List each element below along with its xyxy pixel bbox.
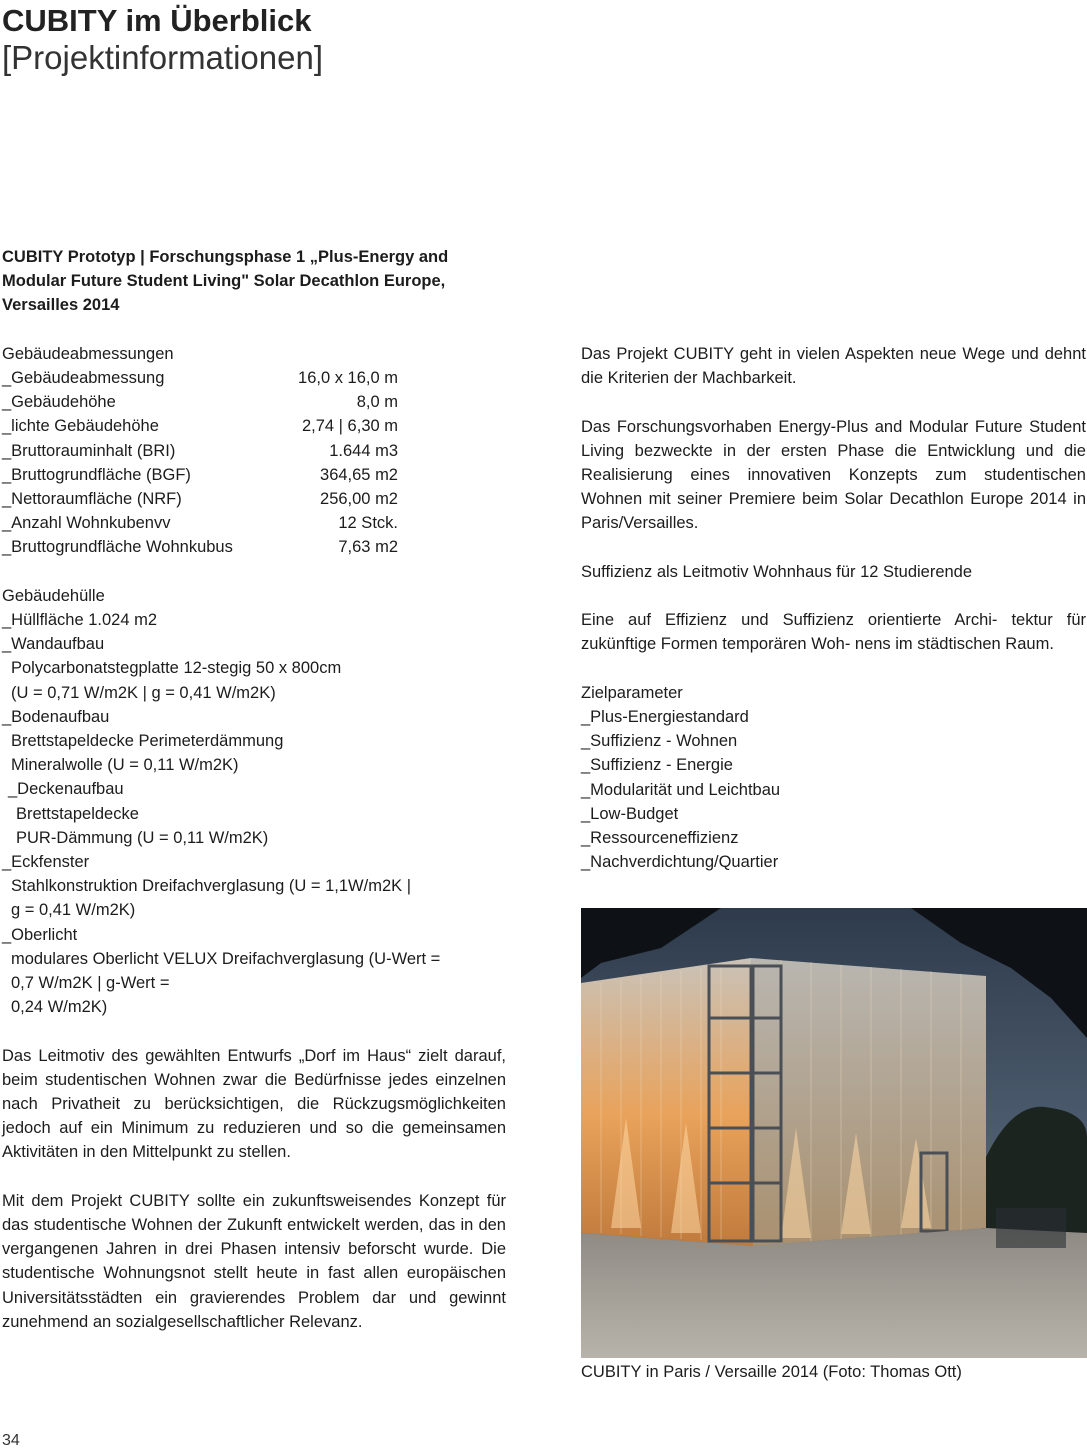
dimension-row	[2, 487, 398, 511]
dimension-value: 2,74 | 6,30 m	[301, 417, 398, 436]
dimension-row	[2, 439, 398, 463]
envelope-title: Gebäudehülle	[2, 586, 105, 605]
wall-detail: (U = 0,71 W/m2K | g = 0,41 W/m2K)	[11, 683, 276, 702]
right-column	[581, 342, 1086, 874]
dimension-value: 8,0 m	[356, 393, 398, 412]
dimension-row	[2, 414, 398, 438]
floor-label: _Bodenaufbau	[2, 707, 110, 726]
corner-window-detail: g = 0,41 W/m2K)	[11, 901, 136, 920]
dimensions-title: Gebäudeabmessungen	[2, 344, 174, 363]
goal-item: _Suffizienz - Wohnen	[581, 732, 738, 751]
dimension-value: 364,65 m2	[320, 465, 398, 484]
project-heading-line-1: CUBITY Prototyp | Forschungsphase 1 „Plus-Energy and	[2, 248, 449, 266]
page-subtitle: [Projektinformationen]	[2, 39, 323, 76]
skylight-label: _Oberlicht	[2, 925, 78, 944]
right-paragraph-2: Das Forschungsvorhaben Energy-Plus and Modular Future Student Living bezweckte in der ersten Phase die Entwicklung und die Realisierung eines innovativen Konzepts zum studentischen Wohnen mit seiner Premiere beim Solar Decathlon Europe 2014 in Paris/Versailles.	[581, 417, 1086, 533]
floor-detail: Brettstapeldecke Perimeterdämmung	[11, 732, 284, 751]
dimension-label: _Bruttogrundfläche (BGF)	[2, 465, 191, 484]
wall-detail: Polycarbonatstegplatte 12-stegig 50 x 800cm	[11, 659, 342, 678]
dimension-label: _Gebäudeabmessung	[2, 369, 165, 387]
page-title: CUBITY im Überblick	[2, 3, 312, 38]
dimension-row	[2, 463, 398, 487]
skylight-detail: modulares Oberlicht VELUX Dreifachverglasung (U-Wert =	[11, 949, 441, 968]
dimension-label: _Bruttogrundfläche Wohnkubus	[2, 538, 233, 557]
dimension-value: 1.644 m3	[329, 441, 398, 460]
left-paragraph-1: Das Leitmotiv des gewählten Entwurfs „Dorf im Haus“ zielt darauf, beim studentischen Wohnen zwar die Bedürfnisse jedes einzelnen nach Privatheit zu berücksichtigen, die Rückzugsmöglichkeiten jedoch auf ein Minimum zu reduzieren und so die gemeinsamen Aktivitäten in den Mittelpunkt zu stellen.	[2, 1046, 506, 1162]
floor-detail: Mineralwolle (U = 0,11 W/m2K)	[11, 756, 239, 775]
dimensions-table	[2, 366, 506, 560]
skylight-detail: 0,24 W/m2K)	[11, 998, 108, 1017]
corner-window-detail: Stahlkonstruktion Dreifachverglasung (U = 1,1W/m2K |	[11, 877, 412, 896]
project-heading-line-2: Modular Future Student Living" Solar Decathlon Europe,	[2, 272, 446, 291]
project-heading-line-3: Versailles 2014	[2, 296, 120, 315]
goal-item: _Ressourceneffizienz	[581, 829, 739, 847]
dimension-row	[2, 390, 398, 414]
skylight-detail: 0,7 W/m2K | g-Wert =	[11, 974, 170, 993]
dimension-value: 16,0 x 16,0 m	[298, 369, 398, 387]
corner-window-label: _Eckfenster	[2, 853, 90, 872]
right-paragraph-3: Suffizienz als Leitmotiv Wohnhaus für 12 Studierende	[581, 562, 973, 581]
dimension-value: 12 Stck.	[338, 514, 398, 533]
goals-title: Zielparameter	[581, 683, 683, 702]
dimension-label: _Anzahl Wohnkubenvv	[2, 514, 171, 533]
goal-item: _Nachverdichtung/Quartier	[581, 853, 779, 872]
dimension-label: _Gebäudehöhe	[2, 393, 116, 412]
cubity-building-illustration	[581, 908, 1087, 1358]
left-column	[2, 245, 506, 1334]
page-number: 34	[2, 1432, 20, 1449]
envelope-area: _Hüllfläche 1.024 m2	[2, 611, 158, 630]
goal-item: _Modularität und Leichtbau	[581, 780, 781, 799]
goal-item: _Plus-Energiestandard	[581, 707, 749, 726]
dimension-row	[2, 366, 398, 390]
goal-item: _Suffizienz - Energie	[581, 756, 733, 775]
right-paragraph-4: Eine auf Effizienz und Suffizienz orientierte Archi- tektur für zukünftige Formen temporären Woh- nens im städtischen Raum.	[581, 611, 1086, 654]
goal-item: _Low-Budget	[581, 804, 679, 823]
dimension-label: _Bruttorauminhalt (BRI)	[2, 441, 176, 460]
wall-label: _Wandaufbau	[2, 635, 105, 654]
dimension-row	[2, 535, 398, 559]
right-paragraph-1: Das Projekt CUBITY geht in vielen Aspekten neue Wege und dehnt die Kriterien der Machbarkeit.	[581, 345, 1086, 388]
ceiling-detail: Brettstapeldecke	[16, 804, 139, 823]
photo-caption: CUBITY in Paris / Versaille 2014 (Foto: Thomas Ott)	[581, 1363, 962, 1381]
dimension-row	[2, 511, 398, 535]
cubity-photo	[581, 908, 1087, 1358]
dimension-label: _Nettoraumfläche (NRF)	[2, 490, 182, 509]
ceiling-detail: PUR-Dämmung (U = 0,11 W/m2K)	[16, 828, 269, 847]
dimension-value: 7,63 m2	[338, 538, 398, 557]
dimension-value: 256,00 m2	[320, 490, 398, 509]
ceiling-label: _Deckenaufbau	[8, 780, 124, 799]
dimension-label: _lichte Gebäudehöhe	[2, 417, 159, 436]
left-paragraph-2: Mit dem Projekt CUBITY sollte ein zukunftsweisendes Konzept für das studentische Wohnen der Zukunft entwickelt werden, das in den vergangenen Jahren in drei Phasen intensiv beforscht wurde. Die studentische Wohnungsnot stellt heute in fast allen europäischen Universitätsstädten ein gravierendes Problem dar und gewinnt zunehmend an sozialgesellschaftlicher Relevanz.	[2, 1191, 506, 1331]
